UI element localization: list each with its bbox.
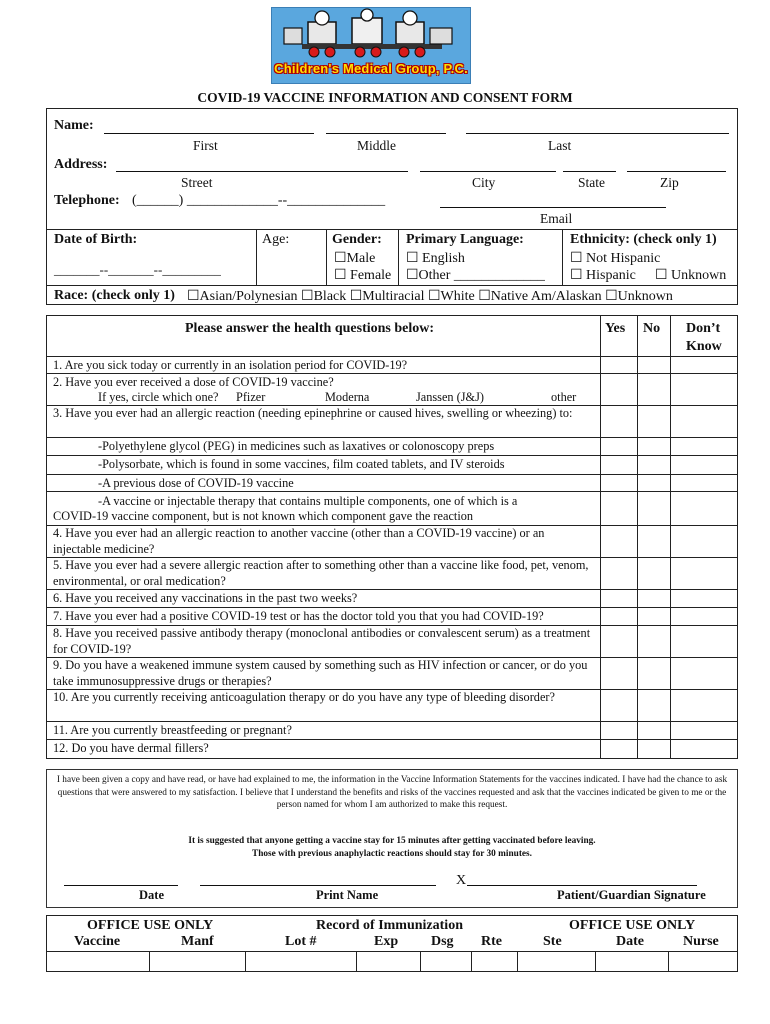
yes-header: Yes: [605, 321, 626, 336]
gender-label: Gender:: [332, 232, 382, 247]
first-caption: First: [193, 138, 218, 153]
col-nurse: Nurse: [683, 934, 719, 949]
street-caption: Street: [181, 175, 213, 190]
date-caption: Date: [139, 888, 164, 902]
ethnicity-not-hispanic-checkbox[interactable]: ☐ Not Hispanic: [570, 251, 661, 266]
question-3d-line1: -A vaccine or injectable therapy that contains multiple components, one of which is a: [98, 494, 518, 508]
question-2-janssen[interactable]: Janssen (J&J): [416, 390, 484, 404]
question-10: 10. Are you currently receiving anticoagulation therapy or do you have any type of bleeding disorder?: [53, 690, 555, 704]
race-options[interactable]: ☐Asian/Polynesian ☐Black ☐Multiracial ☐White ☐Native Am/Alaskan ☐Unknown: [187, 289, 673, 304]
ethnicity-unknown-checkbox[interactable]: ☐ Unknown: [655, 268, 727, 283]
question-4: 4. Have you ever had an allergic reaction to another vaccine (other than a COVID-19 vaccine) or an injectable medicine?: [53, 526, 545, 556]
question-6: 6. Have you received any vaccinations in the past two weeks?: [53, 591, 358, 605]
health-header: Please answer the health questions below:: [185, 321, 435, 336]
language-english-checkbox[interactable]: ☐ English: [406, 251, 465, 266]
address-label: Address:: [54, 157, 108, 172]
question-2-moderna[interactable]: Moderna: [325, 390, 370, 404]
office-use-left: OFFICE USE ONLY: [87, 918, 214, 933]
consent-note-2: Those with previous anaphylactic reactions should stay for 30 minutes.: [252, 849, 532, 859]
street-field[interactable]: [116, 171, 408, 172]
ethnicity-hispanic-checkbox[interactable]: ☐ Hispanic: [570, 268, 636, 283]
clinic-logo: [271, 7, 471, 84]
print-name-field[interactable]: [200, 885, 436, 886]
signature-caption: Patient/Guardian Signature: [557, 888, 706, 902]
col-rte: Rte: [481, 934, 502, 949]
col-dsg: Dsg: [431, 934, 454, 949]
state-caption: State: [578, 175, 605, 190]
consent-statement: I have been given a copy and have read, or have had explained to me, the information in the Vaccine Information Statements for the vaccines indicated. I have had the chance to ask questions that were answered to my satisfaction. I believe that I understand the benefits and risks of the vaccines requested and ask that the vaccines indicated be given to me or the person named for whom I am authorized to make this request.: [56, 775, 728, 810]
question-3: 3. Have you ever had an allergic reaction (needing epinephrine or caused hives, swelling or wheezing) to:: [53, 406, 573, 420]
col-vaccine: Vaccine: [74, 934, 121, 949]
last-caption: Last: [548, 138, 572, 153]
form-title: COVID-19 VACCINE INFORMATION AND CONSENT FORM: [197, 90, 573, 105]
question-3a: -Polyethylene glycol (PEG) in medicines such as laxatives or colonoscopy preps: [98, 439, 495, 453]
name-label: Name:: [54, 118, 94, 133]
question-7: 7. Have you ever had a positive COVID-19 test or has the doctor told you that you had COVID-19?: [53, 609, 544, 623]
print-name-caption: Print Name: [316, 888, 379, 902]
language-label: Primary Language:: [406, 232, 524, 247]
no-header: No: [643, 321, 661, 336]
telephone-field[interactable]: (______) _____________--______________: [132, 193, 386, 208]
first-name-field[interactable]: [104, 133, 314, 134]
language-other-checkbox[interactable]: ☐Other _____________: [406, 268, 545, 283]
dob-field[interactable]: _______--_______--_________: [54, 262, 221, 277]
age-label: Age:: [262, 232, 290, 247]
col-exp: Exp: [374, 934, 399, 949]
question-9: 9. Do you have a weakened immune system caused by something such as HIV infection or cancer, or do you take immunosuppressive drugs or therapies?: [53, 658, 588, 688]
question-11: 11. Are you currently breastfeeding or pregnant?: [53, 723, 292, 737]
question-8: 8. Have you received passive antibody therapy (monoclonal antibodies or convalescent serum) as a treatment for COVID-19?: [53, 626, 591, 656]
col-date: Date: [616, 934, 644, 949]
last-name-field[interactable]: [466, 133, 729, 134]
dont-know-header-line1: Don’t: [686, 321, 721, 336]
question-3b: -Polysorbate, which is found in some vaccines, film coated tablets, and IV steroids: [98, 457, 505, 471]
state-field[interactable]: [563, 171, 616, 172]
office-use-right: OFFICE USE ONLY: [569, 918, 696, 933]
question-2-other[interactable]: other: [551, 390, 577, 404]
gender-male-checkbox[interactable]: ☐Male: [334, 251, 376, 266]
city-caption: City: [472, 175, 496, 190]
question-2-prompt: If yes, circle which one?: [98, 390, 219, 404]
consent-note-1: It is suggested that anyone getting a vaccine stay for 15 minutes after getting vaccinated before leaving.: [188, 836, 596, 846]
question-3c: -A previous dose of COVID-19 vaccine: [98, 476, 294, 490]
question-5: 5. Have you ever had a severe allergic reaction after to something other than a vaccine like food, pet, venom, environmental, or oral medication?: [53, 558, 589, 588]
middle-name-field[interactable]: [326, 133, 446, 134]
dob-label: Date of Birth:: [54, 232, 138, 247]
record-of-immunization: Record of Immunization: [316, 918, 463, 933]
question-12: 12. Do you have dermal fillers?: [53, 741, 209, 755]
email-field[interactable]: [440, 207, 666, 208]
city-field[interactable]: [420, 171, 556, 172]
question-3d-line2: COVID-19 vaccine component, but is not known which component gave the reaction: [53, 509, 474, 523]
race-label: Race: (check only 1): [54, 288, 175, 303]
ethnicity-label: Ethnicity: (check only 1): [570, 232, 717, 247]
signature-field[interactable]: [467, 885, 697, 886]
train-characters-icon: [272, 8, 470, 63]
col-lot: Lot #: [285, 934, 317, 949]
col-ste: Ste: [543, 934, 562, 949]
col-manf: Manf: [181, 934, 214, 949]
question-2-pfizer[interactable]: Pfizer: [236, 390, 266, 404]
zip-caption: Zip: [660, 175, 679, 190]
logo-text: Children's Medical Group, P.C.: [274, 61, 468, 76]
zip-field[interactable]: [627, 171, 726, 172]
gender-female-checkbox[interactable]: ☐ Female: [334, 268, 392, 283]
question-1: 1. Are you sick today or currently in an isolation period for COVID-19?: [53, 358, 408, 372]
date-field[interactable]: [64, 885, 178, 886]
middle-caption: Middle: [357, 138, 396, 153]
telephone-label: Telephone:: [54, 193, 120, 208]
question-2: 2. Have you ever received a dose of COVID-19 vaccine?: [53, 375, 334, 389]
email-caption: Email: [540, 211, 573, 226]
signature-x: X: [456, 873, 467, 888]
dont-know-header-line2: Know: [686, 339, 722, 354]
